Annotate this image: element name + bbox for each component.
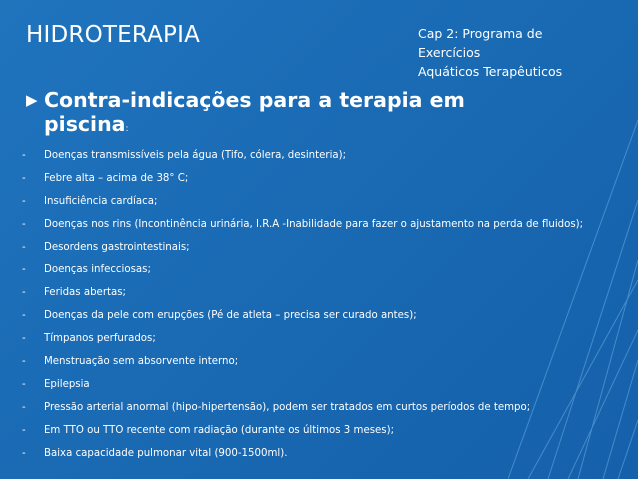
dash-bullet: -: [22, 378, 26, 390]
list-item: - Menstruação sem absorvente interno;: [22, 356, 239, 368]
chapter-caption: [418, 24, 628, 81]
chapter-line-2: Exercícios: [418, 45, 481, 60]
list-item: - Doenças infecciosas;: [22, 264, 151, 276]
dash-bullet: -: [22, 287, 26, 299]
list-item: - Doenças transmissíveis pela água (Tifo, cólera, desinteria);: [22, 150, 347, 161]
list-item: - Doenças da pele com erupções (Pé de atleta – precisa ser curado antes);: [22, 310, 417, 322]
dash-bullet: -: [22, 150, 26, 161]
list-item: - Insuficiência cardíaca;: [22, 195, 158, 207]
dash-bullet: -: [22, 447, 26, 459]
arrow-bullet-icon: ▶: [26, 91, 38, 109]
heading-line-2: piscina: [44, 112, 126, 136]
list-item: - Feridas abertas;: [22, 287, 126, 299]
list-item: - Desordens gastrointestinais;: [22, 241, 190, 253]
dash-bullet: -: [22, 424, 26, 436]
heading-colon: :: [125, 124, 129, 134]
list-item: - Tímpanos perfurados;: [22, 333, 156, 345]
list-item: - Pressão arterial anormal (hipo-hipertensão), podem ser tratados em curtos períodos de tempo;: [22, 401, 531, 413]
list-item: - Doenças nos rins (Incontinência urinária, I.R.A -Inabilidade para fazer o ajustamento na perda de fluidos);: [22, 218, 584, 230]
dash-bullet: -: [22, 310, 26, 322]
dash-bullet: -: [22, 356, 26, 368]
list-item: - Baixa capacidade pulmonar vital (900-1500ml).: [22, 447, 288, 459]
dash-bullet: -: [22, 172, 26, 184]
dash-bullet: -: [22, 218, 26, 230]
contraindication-list: [22, 150, 592, 470]
heading-line-1: Contra-indicações para a terapia em: [44, 88, 465, 112]
list-item: - Epilepsia: [22, 378, 90, 390]
list-item: - Febre alta – acima de 38° C;: [22, 172, 189, 184]
dash-bullet: -: [22, 333, 26, 345]
chapter-line-1: Cap 2: Programa de: [418, 26, 543, 41]
dash-bullet: -: [22, 195, 26, 207]
section-heading: [26, 88, 586, 141]
list-item: - Em TTO ou TTO recente com radiação (durante os últimos 3 meses);: [22, 424, 394, 436]
dash-bullet: -: [22, 241, 26, 253]
slide-title: HIDROTERAPIA: [26, 22, 201, 48]
chapter-line-3: Aquáticos Terapêuticos: [418, 64, 563, 79]
dash-bullet: -: [22, 401, 26, 413]
dash-bullet: -: [22, 264, 26, 276]
